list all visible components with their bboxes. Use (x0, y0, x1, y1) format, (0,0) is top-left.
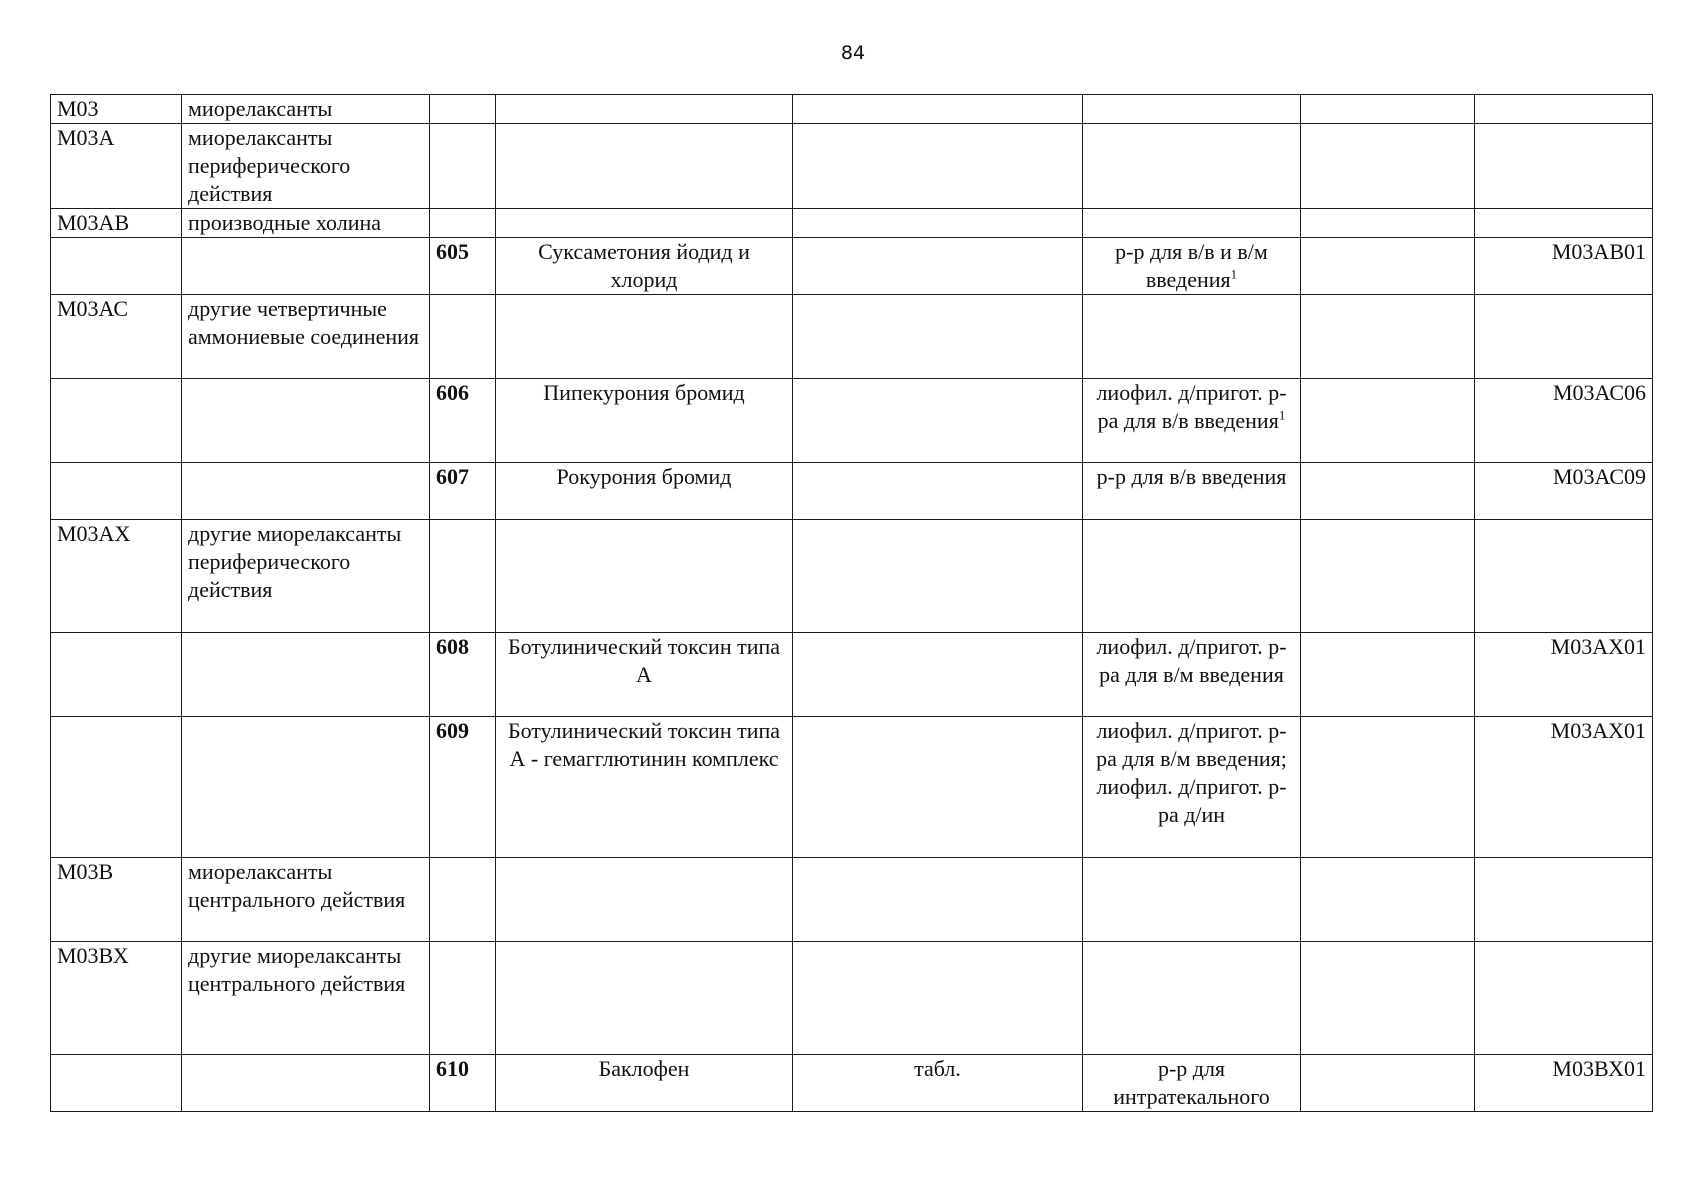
table-row (51, 520, 1653, 633)
item-number: 607 (430, 463, 496, 520)
table-row (51, 858, 1653, 942)
table-row (51, 295, 1653, 379)
table-row (51, 633, 1653, 717)
drug-name (496, 520, 793, 633)
atc-group-code (51, 633, 182, 717)
atc-code: М03АХ01 (1475, 717, 1653, 858)
dosage-form (1083, 942, 1301, 1055)
item-number: 606 (430, 379, 496, 463)
atc-group-code: М03ВХ (51, 942, 182, 1055)
atc-group-code (51, 1055, 182, 1112)
dosage-form (1083, 209, 1301, 238)
atc-group-name (182, 463, 430, 520)
atc-group-code: М03А (51, 124, 182, 209)
empty-cell (1301, 209, 1475, 238)
atc-code: М03ВХ01 (1475, 1055, 1653, 1112)
dosage-form (1083, 1055, 1301, 1112)
empty-cell (1301, 942, 1475, 1055)
table-row (51, 95, 1653, 124)
atc-code (1475, 124, 1653, 209)
atc-group-code: М03В (51, 858, 182, 942)
dosage-form (1083, 633, 1301, 717)
dosage-form (1083, 379, 1301, 463)
dosage-form-secondary (793, 295, 1083, 379)
atc-group-name (182, 717, 430, 858)
dosage-form-secondary (793, 858, 1083, 942)
dosage-form-secondary: табл. (793, 1055, 1083, 1112)
drug-name (496, 942, 793, 1055)
atc-code: М03АВ01 (1475, 238, 1653, 295)
table-row (51, 942, 1653, 1055)
empty-cell (1301, 95, 1475, 124)
atc-group-code: М03АВ (51, 209, 182, 238)
atc-group-code (51, 463, 182, 520)
empty-cell (1301, 463, 1475, 520)
dosage-form (1083, 717, 1301, 858)
atc-code: М03АХ01 (1475, 633, 1653, 717)
table-row (51, 463, 1653, 520)
atc-code (1475, 209, 1653, 238)
dosage-form-secondary (793, 633, 1083, 717)
empty-cell (1301, 379, 1475, 463)
item-number (430, 295, 496, 379)
atc-code: М03АС09 (1475, 463, 1653, 520)
item-number (430, 95, 496, 124)
dosage-form (1083, 463, 1301, 520)
atc-code (1475, 858, 1653, 942)
drug-name: Баклофен (496, 1055, 793, 1112)
atc-group-name: другие миорелаксанты центрального действия (182, 942, 430, 1055)
drug-list-table (50, 94, 1653, 1112)
item-number (430, 124, 496, 209)
dosage-form-secondary (793, 942, 1083, 1055)
atc-code (1475, 95, 1653, 124)
dosage-form (1083, 858, 1301, 942)
atc-group-name: миорелаксанты (182, 95, 430, 124)
footnote-mark: 1 (1278, 407, 1286, 423)
empty-cell (1301, 124, 1475, 209)
empty-cell (1301, 1055, 1475, 1112)
item-number: 609 (430, 717, 496, 858)
atc-group-name (182, 238, 430, 295)
dosage-form-text: лиофил. д/пригот. р-ра для в/м введения; лиофил. д/пригот. р-ра д/ин (1096, 718, 1287, 827)
atc-group-name: миорелаксанты периферического действия (182, 124, 430, 209)
dosage-form-secondary (793, 463, 1083, 520)
empty-cell (1301, 858, 1475, 942)
atc-code (1475, 520, 1653, 633)
dosage-form-secondary (793, 124, 1083, 209)
dosage-form-text: р-р для в/в и в/м введения (1115, 239, 1268, 292)
dosage-form (1083, 295, 1301, 379)
atc-group-code: М03АХ (51, 520, 182, 633)
dosage-form-text: р-р для в/в введения (1096, 464, 1287, 489)
table-row (51, 717, 1653, 858)
item-number: 608 (430, 633, 496, 717)
footnote-mark: 1 (1230, 266, 1238, 282)
empty-cell (1301, 295, 1475, 379)
dosage-form (1083, 238, 1301, 295)
atc-group-code (51, 717, 182, 858)
table-row (51, 238, 1653, 295)
dosage-form-secondary (793, 520, 1083, 633)
dosage-form-secondary (793, 717, 1083, 858)
item-number (430, 209, 496, 238)
atc-group-name: миорелаксанты центрального действия (182, 858, 430, 942)
dosage-form-secondary (793, 379, 1083, 463)
dosage-form-text: р-р для интратекального (1113, 1056, 1270, 1109)
atc-code (1475, 942, 1653, 1055)
atc-code: М03АС06 (1475, 379, 1653, 463)
drug-name: Ботулинический токсин типа А (496, 633, 793, 717)
empty-cell (1301, 238, 1475, 295)
atc-group-code: М03АС (51, 295, 182, 379)
drug-name: Рокурония бромид (496, 463, 793, 520)
drug-name (496, 295, 793, 379)
drug-name: Ботулинический токсин типа А - гемагглютинин комплекс (496, 717, 793, 858)
atc-group-code (51, 379, 182, 463)
page-number: 84 (840, 42, 866, 64)
table-row (51, 124, 1653, 209)
item-number (430, 858, 496, 942)
atc-group-code (51, 238, 182, 295)
drug-name: Пипекурония бромид (496, 379, 793, 463)
empty-cell (1301, 520, 1475, 633)
drug-name: Суксаметония йодид и хлорид (496, 238, 793, 295)
empty-cell (1301, 633, 1475, 717)
atc-group-name (182, 633, 430, 717)
dosage-form (1083, 520, 1301, 633)
item-number: 605 (430, 238, 496, 295)
atc-group-name (182, 379, 430, 463)
table-body (51, 95, 1653, 1112)
table-row (51, 379, 1653, 463)
empty-cell (1301, 717, 1475, 858)
dosage-form (1083, 124, 1301, 209)
drug-name (496, 209, 793, 238)
drug-name (496, 95, 793, 124)
dosage-form-text: лиофил. д/пригот. р-ра для в/м введения (1096, 634, 1287, 687)
dosage-form-text: лиофил. д/пригот. р-ра для в/в введения (1096, 380, 1287, 433)
atc-group-name: производные холина (182, 209, 430, 238)
atc-group-name: другие миорелаксанты периферического действия (182, 520, 430, 633)
dosage-form (1083, 95, 1301, 124)
item-number (430, 942, 496, 1055)
item-number (430, 520, 496, 633)
dosage-form-secondary (793, 209, 1083, 238)
dosage-form-secondary (793, 238, 1083, 295)
dosage-form-secondary (793, 95, 1083, 124)
drug-name (496, 124, 793, 209)
item-number: 610 (430, 1055, 496, 1112)
atc-group-code: М03 (51, 95, 182, 124)
atc-code (1475, 295, 1653, 379)
table-row (51, 209, 1653, 238)
drug-name (496, 858, 793, 942)
atc-group-name (182, 1055, 430, 1112)
table-row (51, 1055, 1653, 1112)
atc-group-name: другие четвертичные аммониевые соединения (182, 295, 430, 379)
